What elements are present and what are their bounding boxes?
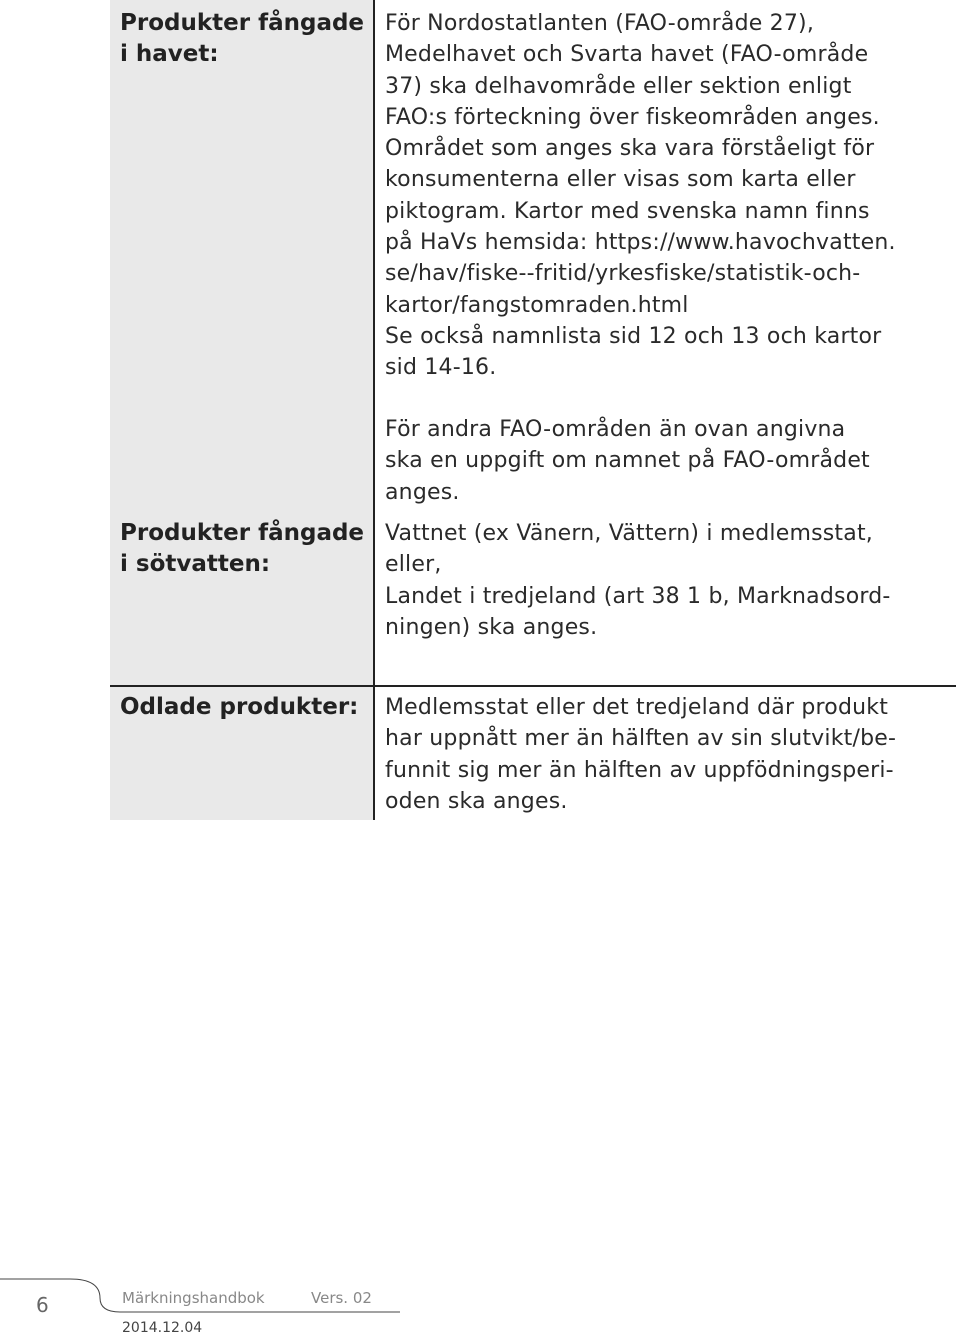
- page-number: 6: [36, 1293, 49, 1317]
- label-sea-products: Produkter fångade i havet:: [120, 10, 365, 67]
- text-sea-products: För Nordostatlanten (FAO-område 27), Medelhavet och Svarta havet (FAO-område 37) ska delhavområde eller sektion enligt FAO:s förteckning över fiskeområden anges. Området som anges ska vara förståeligt för konsumenterna eller visas som karta eller piktogram. Kartor med svenska namn finns på HaVs hemsida: https://www.havochvatten. se/hav/fiske--fritid/yrkesfiske/statistik-och- kartor/fangstomraden.html Se också namnlista sid 12 och 13 och kartor sid 14-16.: [385, 11, 896, 381]
- row-divider: [110, 685, 956, 687]
- label-farmed-products: Odlade produkter:: [120, 694, 359, 720]
- text-freshwater-products: Vattnet (ex Vänern, Vättern) i medlemsstat, eller, Landet i tredjeland (art 38 1 b, Marknadsord- ningen) ska anges.: [385, 521, 891, 640]
- footer-version: Vers. 02: [311, 1289, 372, 1307]
- column-divider: [373, 0, 375, 820]
- footer-title: Märkningshandbok: [122, 1289, 265, 1307]
- label-freshwater-products: Produkter fångade i sötvatten:: [120, 520, 365, 577]
- text-farmed-products: Medlemsstat eller det tredjeland där produkt har uppnått mer än hälften av sin slutvikt/be- funnit sig mer än hälften av uppfödningsperi- oden ska anges.: [385, 695, 897, 814]
- footer-date: 2014.12.04: [122, 1320, 203, 1336]
- text-other-fao-areas: För andra FAO-områden än ovan angivna ska en uppgift om namnet på FAO-området anges.: [385, 417, 870, 505]
